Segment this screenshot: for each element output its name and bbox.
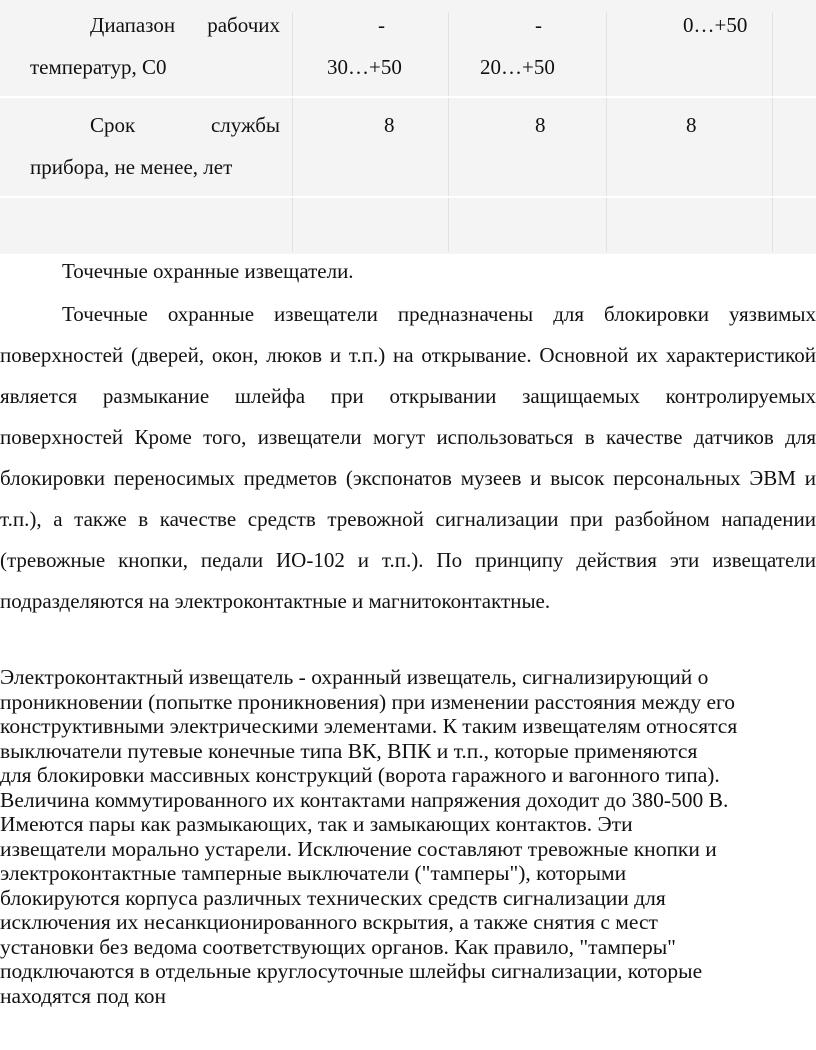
table-cell: 8: [535, 113, 546, 137]
specs-table: [0, 0, 816, 254]
text-line: блокируются корпуса различных технических средств сигнализации для: [0, 885, 666, 910]
text-line: извещатели морально устарели. Исключение составляют тревожные кнопки и: [0, 836, 717, 861]
label-word: Диапазон: [90, 13, 176, 37]
table-cell: 30…+50: [327, 55, 402, 79]
table-cell: 0…+50: [683, 13, 748, 37]
text-line: исключения их несанкционированного вскрытия, а также снятия с мест: [0, 910, 658, 934]
text-line: подключаются в отдельные круглосуточные шлейфы сигнализации, которые: [0, 959, 703, 983]
table-cell: -: [378, 13, 385, 37]
label-word: службы: [210, 113, 280, 137]
table-cell: 8: [384, 113, 395, 137]
table-row-label: [30, 104, 280, 188]
text-line: выключатели путевые конечные типа ВК, ВПК и т.п., которые применяются: [0, 738, 698, 763]
paragraph-lines: [0, 665, 816, 1008]
table-cell: -: [535, 13, 542, 37]
table-cell: 8: [686, 113, 697, 137]
paragraph: Точечные охранные извещатели предназначены для блокировки уязвимых поверхностей (дверей, окон, люков и т.п.) на открывание. Основной их характеристикой является размыкание шлейфа при открывании защищаемых контролируемых поверхностей Кроме того, извещатели могут использоваться в качестве датчиков для блокировки переносимых предметов (экспонатов музеев и высок персональных ЭВМ и т.п.), а также в качестве средств тревожной сигнализации при разбойном нападении (тревожные кнопки, педали ИО-102 и т.п.). По принципу действия эти извещатели подразделяются на электроконтактные и магнитоконтактные.: [0, 302, 816, 613]
text-line: проникновении (попытке проникновения) при изменении расстояния между его: [0, 689, 736, 714]
text-line: электроконтактные тамперные выключатели ("тамперы"), которыми: [0, 861, 627, 885]
table-row: [0, 0, 816, 96]
text-line: Величина коммутированного их контактами напряжения доходит до 380-500 В.: [0, 787, 729, 812]
text-line: Имеются пары как размыкающих, так и замыкающих контактов. Эти: [0, 812, 633, 836]
label-word: Срок: [90, 113, 136, 137]
text-line: установки без ведома соответствующих органов. Как правило, "тамперы": [0, 934, 676, 959]
section-title: Точечные охранные извещатели.: [62, 259, 354, 283]
label-word: рабочих: [207, 13, 280, 37]
label-text: прибора, не менее, лет: [30, 155, 233, 179]
text-line: конструктивными электрическими элементами. К таким извещателям относятся: [0, 714, 738, 738]
text-line: для блокировки массивных конструкций (ворота гаражного и вагонного типа).: [0, 763, 720, 787]
table-row-label: [30, 4, 280, 88]
table-cell: 20…+50: [480, 55, 555, 79]
text-line: находятся под кон: [0, 983, 166, 1008]
table-row-empty: [0, 196, 816, 254]
label-text: температур, С0: [30, 55, 167, 79]
text-line: Электроконтактный извещатель - охранный извещатель, сигнализирующий о: [0, 665, 709, 689]
table-row: [0, 96, 816, 196]
